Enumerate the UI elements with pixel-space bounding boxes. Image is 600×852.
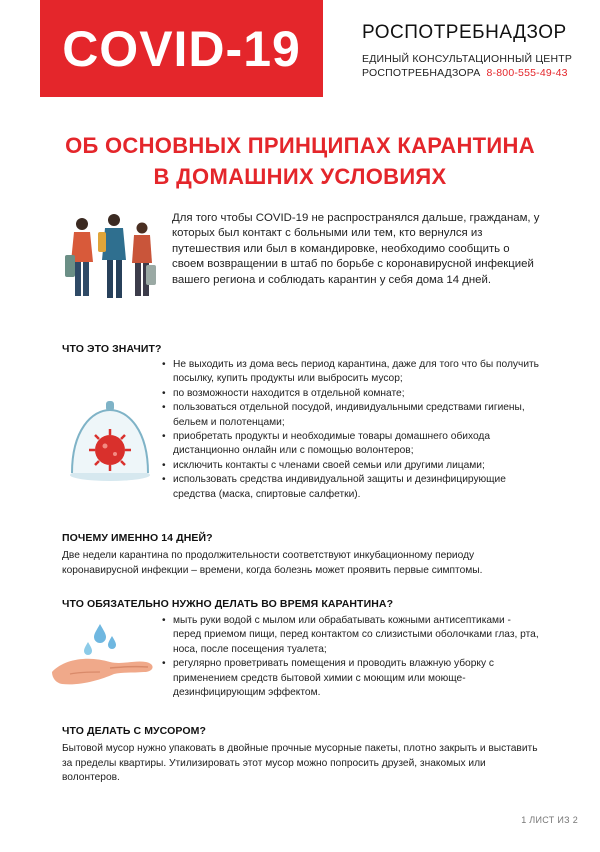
list-item: • исключить контакты с членами своей семьи или другими лицами; [162, 459, 542, 473]
heading-meaning: ЧТО ЭТО ЗНАЧИТ? [62, 343, 162, 355]
list-item: • мыть руки водой с мылом или обрабатывать кожными антисептиками - перед приемом пищи, перед контактом со слизистыми оболочками глаз, рта, носа, после посещения туалета; [162, 614, 542, 657]
meaning-list [162, 358, 542, 502]
travelers-icon [62, 210, 162, 310]
list-item: • Не выходить из дома весь период карантина, даже для того что бы получить посылку, купить продукты или выбросить мусор; [162, 358, 542, 387]
hotline-org: РОСПОТРЕБНАДЗОРА [362, 67, 481, 79]
title-line-2: В ДОМАШНИХ УСЛОВИЯХ [153, 164, 447, 189]
title-line-1: ОБ ОСНОВНЫХ ПРИНЦИПАХ КАРАНТИНА [65, 133, 535, 158]
page-title [0, 130, 600, 192]
list-item: • пользоваться отдельной посудой, индивидуальными средствами гигиены, бельем и полотенцами; [162, 401, 542, 430]
hotline-phone[interactable]: 8-800-555-49-43 [486, 67, 568, 79]
hotline-label-2 [362, 67, 568, 79]
heading-trash: ЧТО ДЕЛАТЬ С МУСОРОМ? [62, 725, 206, 737]
trash-paragraph: Бытовой мусор нужно упаковать в двойные прочные мусорные пакеты, плотно закрыть и выставить за пределы квартиры. Утилизировать этот мусор можно попросить друзей, знакомых или волонтеров. [62, 743, 538, 784]
list-item: • по возможности находится в отдельной комнате; [162, 387, 542, 401]
list-item: • использовать средства индивидуальной защиты и дезинфицирующие средства (маска, спиртовые салфетки). [162, 473, 542, 502]
list-item: • приобретать продукты и необходимые товары домашнего обихода дистанционно онлайн или с помощью волонтеров; [162, 430, 542, 459]
mustdo-list [162, 614, 542, 700]
heading-mustdo: ЧТО ОБЯЗАТЕЛЬНО НУЖНО ДЕЛАТЬ ВО ВРЕМЯ КАРАНТИНА? [62, 598, 394, 610]
org-name: РОСПОТРЕБНАДЗОР [362, 22, 567, 43]
list-item: • регулярно проветривать помещения и проводить влажную уборку с применением средств бытовой химии с моющим или моюще-дезинфицирующим эффектом. [162, 657, 542, 700]
hotline-label-1: ЕДИНЫЙ КОНСУЛЬТАЦИОННЫЙ ЦЕНТР [362, 53, 573, 65]
heading-why14: ПОЧЕМУ ИМЕННО 14 ДНЕЙ? [62, 532, 213, 544]
covid-logo [40, 0, 323, 97]
hand-drops-icon [50, 622, 160, 692]
intro-paragraph: Для того чтобы COVID-19 не распространялся дальше, гражданам, у которых был контакт с больными или тем, кто вернулся из путешествия или был в командировке, необходимо сообщить о своем возвращении в штаб по борьбе с коронавирусной инфекцией вашего региона и соблюдать карантин у себя дома 14 дней. [172, 212, 540, 286]
logo-text: COVID-19 [62, 20, 301, 77]
why14-paragraph: Две недели карантина по продолжительности соответствуют инкубационному периоду коронавирусной инфекции – времени, когда болезнь может проявить первые симптомы. [62, 550, 483, 576]
virus-dome-icon [62, 395, 158, 485]
page-counter: 1 ЛИСТ ИЗ 2 [521, 815, 578, 825]
